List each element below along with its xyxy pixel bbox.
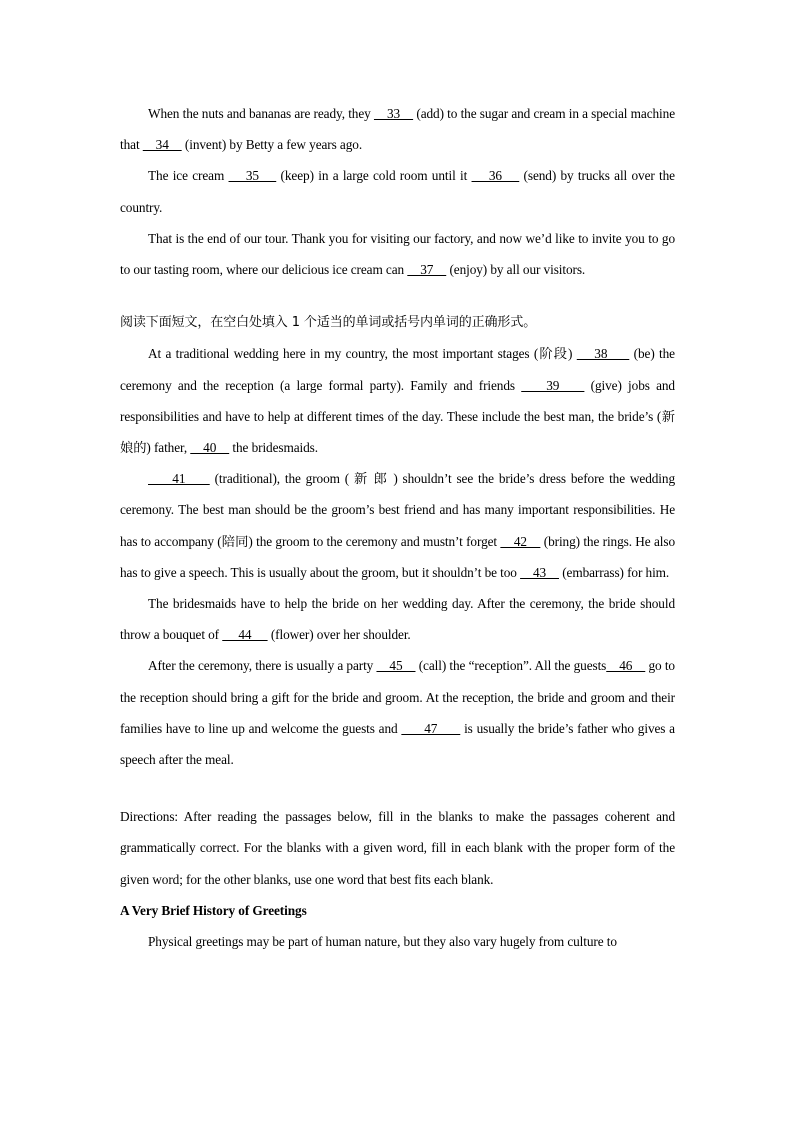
answer-blank[interactable]: 40 — [190, 440, 230, 456]
passage-ice-cream — [120, 98, 675, 285]
answer-blank[interactable]: 46 — [606, 658, 646, 674]
answer-blank[interactable]: 47 — [401, 720, 461, 736]
section-spacer — [120, 285, 675, 307]
answer-blank[interactable]: 45 — [376, 658, 416, 674]
passage-title: A Very Brief History of Greetings — [120, 902, 307, 918]
paragraph: After the ceremony, there is usually a party 45 (call) the “reception”. All the guests 46 go to the reception should bring a gift for the bride and groom. At the reception, the bride and groom and their families have to line up and welcome the guests and 47 is usually the bride’s father who gives a speech after the meal. — [120, 658, 675, 768]
answer-blank[interactable]: 33 — [373, 106, 414, 121]
answer-blank[interactable]: 37 — [407, 262, 447, 278]
answer-blank[interactable]: 42 — [500, 533, 541, 549]
answer-blank[interactable]: 36 — [471, 168, 520, 184]
answer-blank[interactable]: 39 — [521, 377, 585, 393]
answer-blank[interactable]: 34 — [142, 137, 182, 153]
section-spacer — [120, 775, 675, 801]
paragraph: When the nuts and bananas are ready, they 33 (add) to the sugar and cream in a special machine that 34 (invent) by Betty a few years ago. — [120, 106, 675, 153]
directions-text: Directions: After reading the passages below, fill in the blanks to make the passages coherent and grammatically correct. For the blanks with a given word, fill in each blank with the proper form of the given word; for the other blanks, use one word that best fits each blank. — [120, 809, 675, 887]
answer-blank[interactable]: 43 — [520, 564, 559, 580]
section-instructions: 阅读下面短文，在空白处填入 1 个适当的单词或括号内单词的正确形式。 — [120, 315, 537, 331]
paragraph: 41 (traditional), the groom ( 新 郎 ) shouldn’t see the bride’s dress before the wedding ceremony. The best man should be the groom’s best friend and has many important responsibilities. He has to accompany (陪同) the groom to the ceremony and mustn’t forget 42 (bring) the rings. He also has to give a speech. This is usually about the groom, but it shouldn’t be too 43 (embarrass) for him. — [120, 471, 675, 580]
passage-wedding — [120, 307, 675, 775]
paragraph: The bridesmaids have to help the bride on her wedding day. After the ceremony, the bride should throw a bouquet of 44 (flower) over her shoulder. — [120, 596, 675, 643]
answer-blank[interactable]: 38 — [576, 346, 630, 362]
answer-blank[interactable]: 44 — [222, 627, 268, 643]
paragraph: The ice cream 35 (keep) in a large cold room until it 36 (send) by trucks all over the country. — [120, 168, 675, 215]
passage-greetings — [120, 801, 675, 957]
document-content — [120, 98, 675, 957]
answer-blank[interactable]: 35 — [228, 168, 277, 184]
paragraph: Physical greetings may be part of human nature, but they also vary hugely from culture to — [148, 934, 617, 950]
paragraph: At a traditional wedding here in my country, the most important stages (阶段) 38 (be) the ceremony and the reception (a large formal party). Family and friends 39 (give) jobs and responsibilities and have to help at different times of the day. These include the best man, the bride’s (新娘的) father, 40 the bridesmaids. — [120, 346, 675, 456]
answer-blank[interactable]: 41 — [148, 471, 210, 487]
paragraph: That is the end of our tour. Thank you for visiting our factory, and now we’d like to invite you to go to our tasting room, where our delicious ice cream can 37 (enjoy) by all our visitors. — [120, 230, 675, 278]
